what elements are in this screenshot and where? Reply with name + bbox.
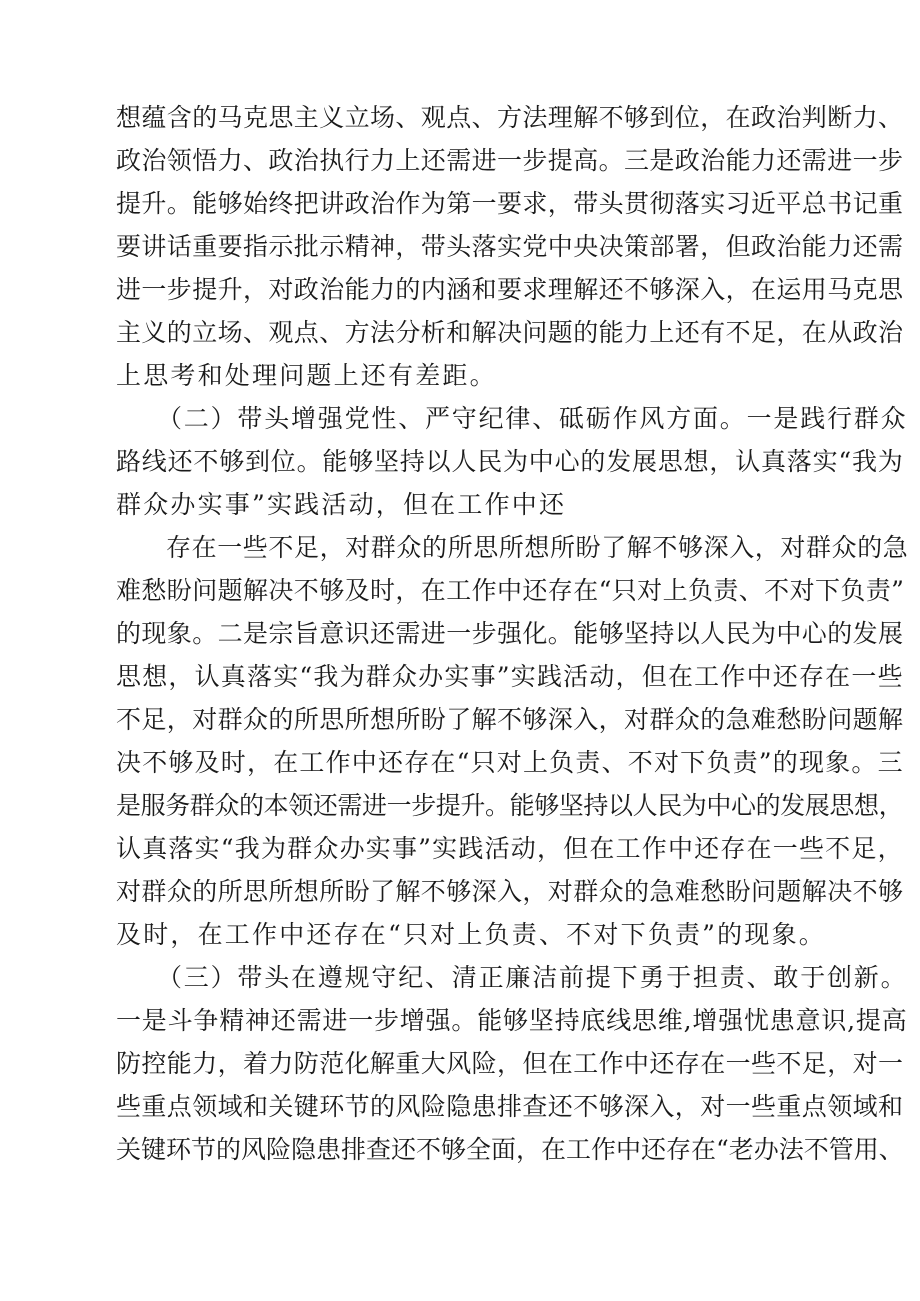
text-line: 进一步提升，对政治能力的内涵和要求理解还不够深入，在运用马克思 [116,275,904,304]
section-heading-line: （二）带头增强党性、严守纪律、砥砺作风方面。一是践行群众 [157,404,908,433]
text-line: 决不够及时，在工作中还存在“只对上负责、不对下负责”的现象。三 [116,748,904,777]
text-line: 是服务群众的本领还需进一步提升。能够坚持以人民为中心的发展思想， [116,791,904,820]
text-line: 一是斗争精神还需进一步增强。能够坚持底线思维,增强忧患意识,提高 [116,1006,908,1035]
text-line: 些重点领域和关键环节的风险隐患排查还不够深入，对一些重点领域和 [116,1092,904,1121]
text-line: 认真落实“我为群众办实事”实践活动，但在工作中还存在一些不足， [116,834,904,863]
text-line: 存在一些不足，对群众的所思所想所盼了解不够深入，对群众的急 [166,533,909,562]
text-line: 不足，对群众的所思所想所盼了解不够深入，对群众的急难愁盼问题解 [116,705,904,734]
text-line: 上思考和处理问题上还有差距。 [116,361,497,390]
section-heading-line: （三）带头在遵规守纪、清正廉洁前提下勇于担责、敢于创新。 [157,963,908,992]
text-line: 主义的立场、观点、方法分析和解决问题的能力上还有不足，在从政治 [116,318,904,347]
text-line: 群众办实事”实践活动，但在工作中还 [116,490,567,519]
text-line: 政治领悟力、政治执行力上还需进一步提高。三是政治能力还需进一步 [116,146,904,175]
text-line: 及时，在工作中还存在“只对上负责、不对下负责”的现象。 [116,920,826,949]
text-line: 防控能力，着力防范化解重大风险，但在工作中还存在一些不足，对一 [116,1049,904,1078]
text-line: 提升。能够始终把讲政治作为第一要求，带头贯彻落实习近平总书记重 [116,189,904,218]
text-line: 难愁盼问题解决不够及时，在工作中还存在“只对上负责、不对下负责” [116,576,905,605]
text-line: 对群众的所思所想所盼了解不够深入，对群众的急难愁盼问题解决不够 [116,877,904,906]
text-line: 路线还不够到位。能够坚持以人民为中心的发展思想，认真落实“我为 [116,447,904,476]
text-line: 要讲话重要指示批示精神，带头落实党中央决策部署，但政治能力还需 [116,232,904,261]
text-line: 的现象。二是宗旨意识还需进一步强化。能够坚持以人民为中心的发展 [116,619,904,648]
text-line: 关键环节的风险隐患排查还不够全面，在工作中还存在“老办法不管用、 [116,1135,904,1164]
text-line: 思想，认真落实“我为群众办实事”实践活动，但在工作中还存在一些 [116,662,904,691]
text-line: 想蕴含的马克思主义立场、观点、方法理解不够到位，在政治判断力、 [116,103,904,132]
